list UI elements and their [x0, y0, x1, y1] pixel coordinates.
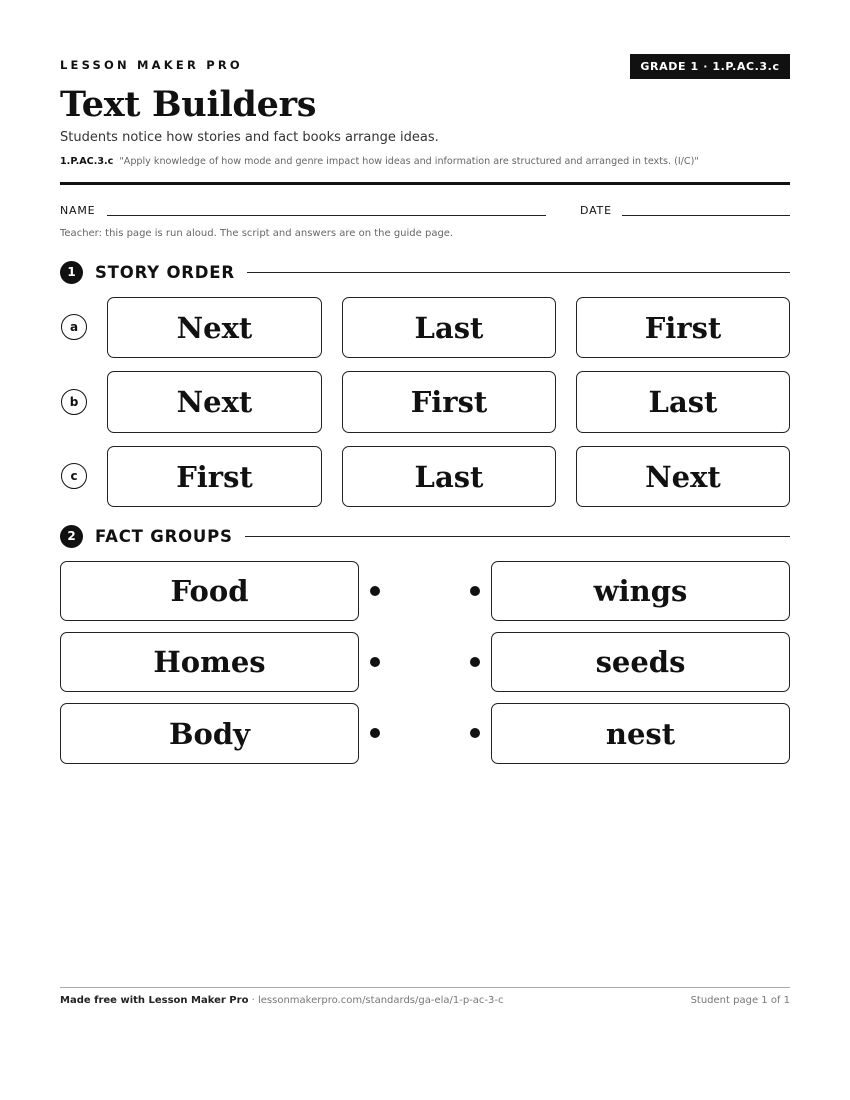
section-fact-groups-header — [60, 524, 790, 548]
story-card[interactable]: Last — [576, 371, 790, 433]
fact-word-card[interactable]: wings — [491, 561, 790, 621]
footer-made-with: Made free with Lesson Maker Pro — [60, 995, 249, 1006]
footer-url[interactable]: · lessonmakerpro.com/standards/ga-ela/1-p-ac-3-c — [248, 995, 504, 1006]
page-subtitle: Students notice how stories and fact books arrange ideas. — [60, 130, 439, 145]
story-card[interactable]: Next — [107, 371, 322, 433]
footer-page-number: Student page 1 of 1 — [690, 995, 790, 1006]
standard-line — [60, 156, 699, 167]
match-dot[interactable] — [370, 657, 380, 667]
footer-divider — [60, 987, 790, 988]
date-field[interactable] — [622, 215, 790, 216]
section-story-order-header — [60, 260, 790, 284]
match-dot[interactable] — [370, 586, 380, 596]
footer-credit — [60, 995, 504, 1006]
section-number: 1 — [60, 261, 83, 284]
page-title: Text Builders — [60, 84, 317, 125]
row-letter-b: b — [61, 389, 87, 415]
brand-name: LESSON MAKER PRO — [60, 58, 243, 72]
teacher-note: Teacher: this page is run aloud. The script and answers are on the guide page. — [60, 228, 454, 239]
story-card[interactable]: Next — [107, 297, 322, 358]
row-letter-a: a — [61, 314, 87, 340]
story-card[interactable]: First — [342, 371, 556, 433]
row-letter-c: c — [61, 463, 87, 489]
section-rule — [247, 272, 790, 273]
name-label: NAME — [60, 204, 96, 217]
story-card[interactable]: Last — [342, 297, 556, 358]
fact-word-card[interactable]: seeds — [491, 632, 790, 692]
header-divider — [60, 182, 790, 185]
section-title: FACT GROUPS — [95, 526, 233, 546]
grade-badge: GRADE 1 · 1.P.AC.3.c — [630, 54, 790, 79]
fact-group-card[interactable]: Homes — [60, 632, 359, 692]
match-dot[interactable] — [470, 657, 480, 667]
story-card[interactable]: First — [576, 297, 790, 358]
story-card[interactable]: Next — [576, 446, 790, 507]
section-rule — [245, 536, 790, 537]
section-title: STORY ORDER — [95, 262, 235, 282]
match-dot[interactable] — [470, 728, 480, 738]
story-card[interactable]: Last — [342, 446, 556, 507]
fact-group-card[interactable]: Body — [60, 703, 359, 764]
fact-group-card[interactable]: Food — [60, 561, 359, 621]
standard-code: 1.P.AC.3.c — [60, 156, 114, 167]
match-dot[interactable] — [370, 728, 380, 738]
fact-word-card[interactable]: nest — [491, 703, 790, 764]
date-label: DATE — [580, 204, 612, 217]
section-number: 2 — [60, 525, 83, 548]
match-dot[interactable] — [470, 586, 480, 596]
standard-text: "Apply knowledge of how mode and genre impact how ideas and information are structured and arranged in texts. (I/C)" — [119, 156, 699, 167]
story-card[interactable]: First — [107, 446, 322, 507]
name-field[interactable] — [107, 215, 546, 216]
